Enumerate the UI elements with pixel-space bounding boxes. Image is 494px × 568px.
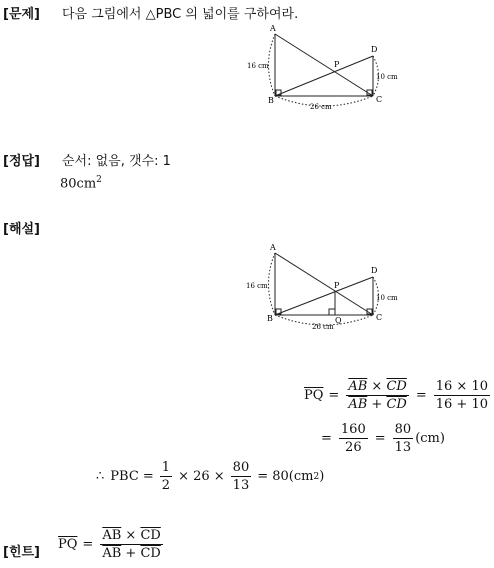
point-c-label: C [376,95,383,104]
hint-label: [힌트] [3,545,40,560]
length-ab-label: 16 cm [246,282,268,290]
point-b-label: B [268,96,274,105]
figure-triangle-1 [240,22,420,110]
answer-value: $80cm^2$ [60,175,102,192]
fraction-ab-cd: $\frac{\overline{AB} \times \overline{CD}}{\overline{AB} + \overline{CD}}$ [348,379,407,412]
problem-label: [문제] [3,7,40,22]
length-bc-label: 26 cm [312,323,334,331]
figure-triangle-2 [240,240,420,332]
point-b-label: B [267,314,273,323]
point-d-label: D [371,266,378,275]
equation-pq-value: = $\frac{160}{26}$ = $\frac{80}{13}$ (cm) [321,422,445,455]
point-d-label: D [371,45,378,54]
point-p-label: P [334,281,340,290]
problem-text: 다음 그림에서 △PBC 의 넓이를 구하여라. [62,7,299,22]
point-q-label: Q [335,316,342,325]
explanation-label: [해설] [3,222,40,237]
length-ab-label: 16 cm [247,62,269,70]
answer-label: [정답] [3,154,40,169]
point-p-label: P [334,60,340,69]
length-cd-label: 10 cm [376,294,398,302]
hint-formula: $\overline{PQ}$ = $\frac{\overline{AB} \times \overline{CD}}{\overline{AB} + \overline{CD}}$ [58,528,161,561]
equation-pq: $\overline{PQ}$ = $\frac{\overline{AB} \times \overline{CD}}{\overline{AB} + \overline{CD}}$ = $\frac{16 \times 10}{16 + 10}$ [304,379,488,412]
equation-area: ∴ PBC = $\frac{1}{2}$ × 26 × $\frac{80}{13}$ = 80(cm 2 ) [96,460,325,493]
length-cd-label: 10 cm [376,73,398,81]
point-a-label: A [270,243,276,252]
length-bc-label: 26 cm [310,103,332,110]
point-a-label: A [270,24,276,33]
fraction-16-10: $\frac{16 \times 10}{16 + 10}$ [435,379,488,412]
point-c-label: C [376,313,383,322]
answer-meta: 순서: 없음, 갯수: 1 [62,154,171,169]
